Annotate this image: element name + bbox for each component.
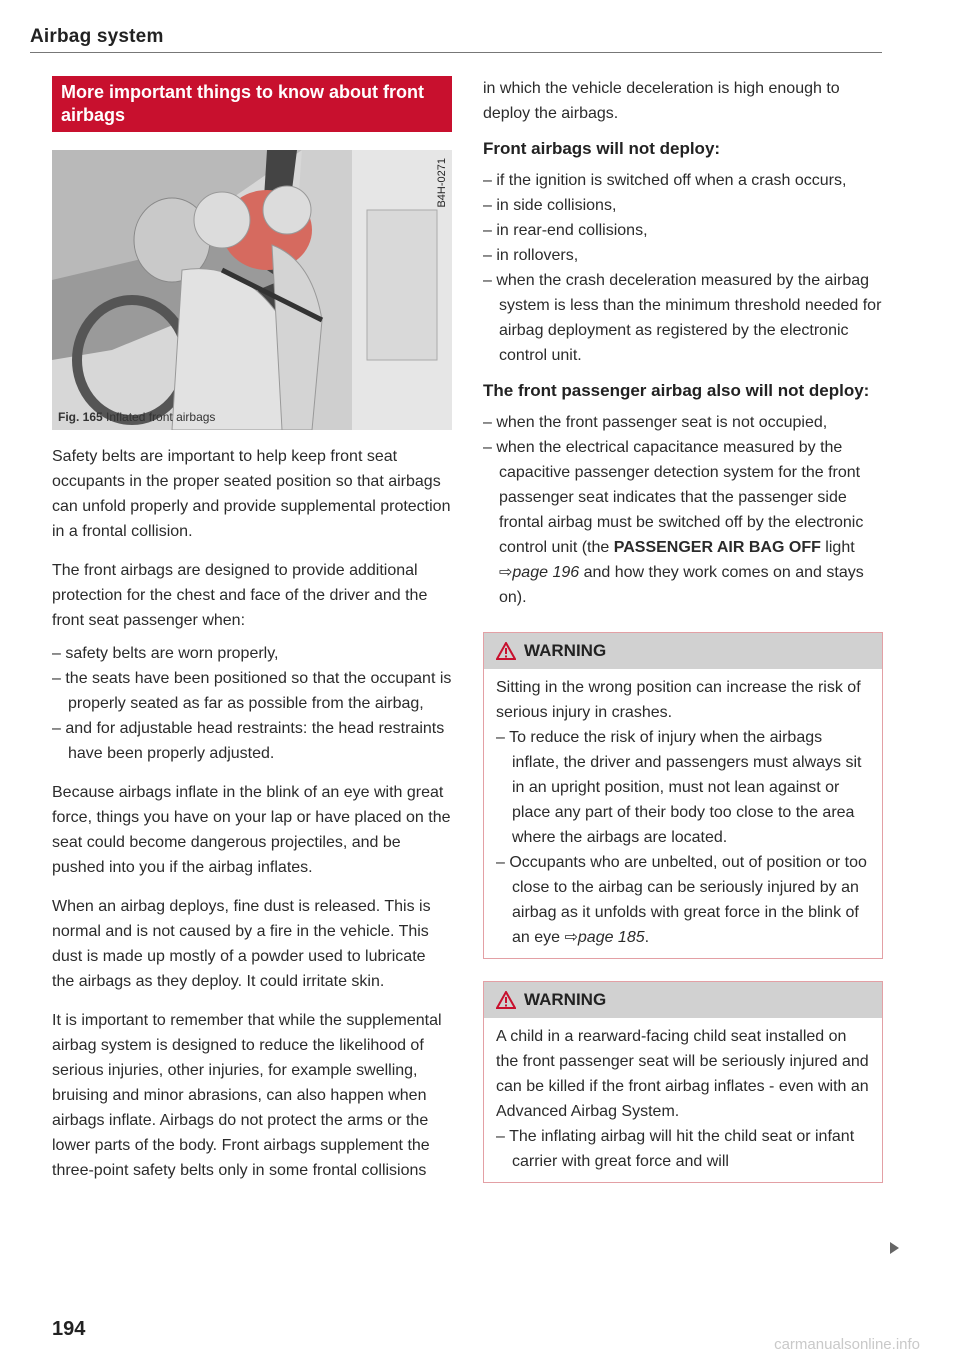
page-header-title: Airbag system: [30, 26, 164, 47]
figure-caption: [58, 410, 215, 424]
continue-arrow-icon: [890, 1242, 899, 1254]
list-item: – when the crash deceleration measured by the airbag system is less than the minimum threshold needed for airbag deployment as registered by the electronic control unit.: [483, 268, 883, 368]
subheading-not-deploy: Front airbags will not deploy:: [483, 139, 721, 158]
list-item: [483, 435, 883, 610]
paragraph: The front airbags are designed to provide additional protection for the chest and face of the driver and the front seat passenger when:: [52, 562, 428, 629]
list-item: – if the ignition is switched off when a crash occurs,: [483, 168, 883, 193]
right-column: [483, 76, 883, 1183]
page-reference-link[interactable]: page 185: [577, 929, 645, 946]
text: .: [644, 929, 650, 946]
not-deploy-list: [483, 168, 883, 368]
left-column: [52, 76, 452, 1183]
warning-triangle-icon: [496, 642, 516, 660]
text: Occupants who are unbelted, out of position or too close to the airbag can be seriously injured by an airbag as it unfolds with great force in the blink of an eye: [509, 854, 867, 946]
figure-caption-text: Inflated front airbags: [106, 410, 216, 424]
passenger-airbag-off-label: PASSENGER AIR BAG OFF: [613, 539, 821, 556]
conditions-list: [52, 641, 452, 766]
paragraph: Because airbags inflate in the blink of an eye with great force, things you have on your lap or have placed on the seat could become dangerous projectiles, and be pushed into you if the airbag inflates.: [52, 784, 451, 876]
list-item: – when the front passenger seat is not occupied,: [483, 410, 883, 435]
watermark: carmanualsonline.info: [774, 1336, 920, 1353]
paragraph: When an airbag deploys, fine dust is released. This is normal and is not caused by a fire in the vehicle. This dust is made up mostly of a powder used to lubricate the airbags as they deploy. It could irritate skin.: [52, 898, 431, 990]
list-item: – in rollovers,: [483, 243, 883, 268]
text: when the electrical capacitance measured by the capacitive passenger detection system for the front passenger seat indicates that the passenger side frontal airbag must be switched off by the electronic control unit (the: [496, 439, 864, 556]
figure-caption-label: Fig. 165: [58, 410, 103, 424]
arrow-right-icon: ⇨: [499, 564, 513, 581]
list-item: – in rear-end collisions,: [483, 218, 883, 243]
warning-intro: A child in a rearward-facing child seat installed on the front passenger seat will be seriously injured and can be killed if the front airbag inflates - even with an Advanced Airbag System.: [496, 1028, 869, 1120]
warning-title: WARNING: [524, 990, 607, 1009]
paragraph: Safety belts are important to help keep front seat occupants in the proper seated position so that airbags can unfold properly and provide supplemental protection in a frontal collision.: [52, 448, 451, 540]
airbag-illustration: [52, 150, 452, 430]
list-item: [496, 850, 870, 950]
text: light: [820, 539, 855, 556]
page-reference-link[interactable]: page 196: [512, 564, 580, 581]
page-number: 194: [52, 1318, 86, 1340]
subheading-passenger-not-deploy: The front passenger airbag also will not deploy:: [483, 381, 870, 400]
text: and how they work comes on and stays on).: [499, 564, 864, 606]
paragraph: in which the vehicle deceleration is high enough to deploy the airbags.: [483, 80, 840, 122]
paragraph: It is important to remember that while the supplemental airbag system is designed to reduce the likelihood of serious injuries, other injuries, for example swelling, bruising and minor abrasions, can also happen when airbags inflate. Airbags do not protect the arms or the lower parts of the body. Front airbags supplement the three-point safety belts only in some frontal collisions: [52, 1012, 442, 1179]
warning-box-child-seat: [483, 981, 883, 1183]
warning-intro: Sitting in the wrong position can increase the risk of serious injury in crashes.: [496, 679, 861, 721]
warning-box-seating: [483, 632, 883, 959]
warning-triangle-icon: [496, 991, 516, 1009]
list-item: – To reduce the risk of injury when the airbags inflate, the driver and passengers must always sit in an upright position, must not lean against or place any part of their body too close to the area where the airbags are located.: [496, 725, 870, 850]
list-item: – the seats have been positioned so that the occupant is properly seated as far as possible from the airbag,: [52, 666, 452, 716]
passenger-not-deploy-list: [483, 410, 883, 610]
warning-list: [496, 725, 870, 950]
figure-inflated-airbags: [52, 150, 452, 430]
header-divider: [30, 52, 882, 53]
warning-header: [484, 982, 882, 1018]
arrow-right-icon: ⇨: [564, 929, 578, 946]
list-item: – in side collisions,: [483, 193, 883, 218]
figure-code: B4H-0271: [436, 158, 448, 208]
list-item: – and for adjustable head restraints: the head restraints have been properly adjusted.: [52, 716, 452, 766]
list-item: – safety belts are worn properly,: [52, 641, 452, 666]
warning-body: [484, 1018, 882, 1182]
warning-title: WARNING: [524, 641, 607, 660]
warning-list: [496, 1124, 870, 1174]
warning-header: [484, 633, 882, 669]
warning-body: [484, 669, 882, 958]
list-item: – The inflating airbag will hit the child seat or infant carrier with great force and will: [496, 1124, 870, 1174]
section-banner: More important things to know about front airbags: [52, 76, 452, 132]
